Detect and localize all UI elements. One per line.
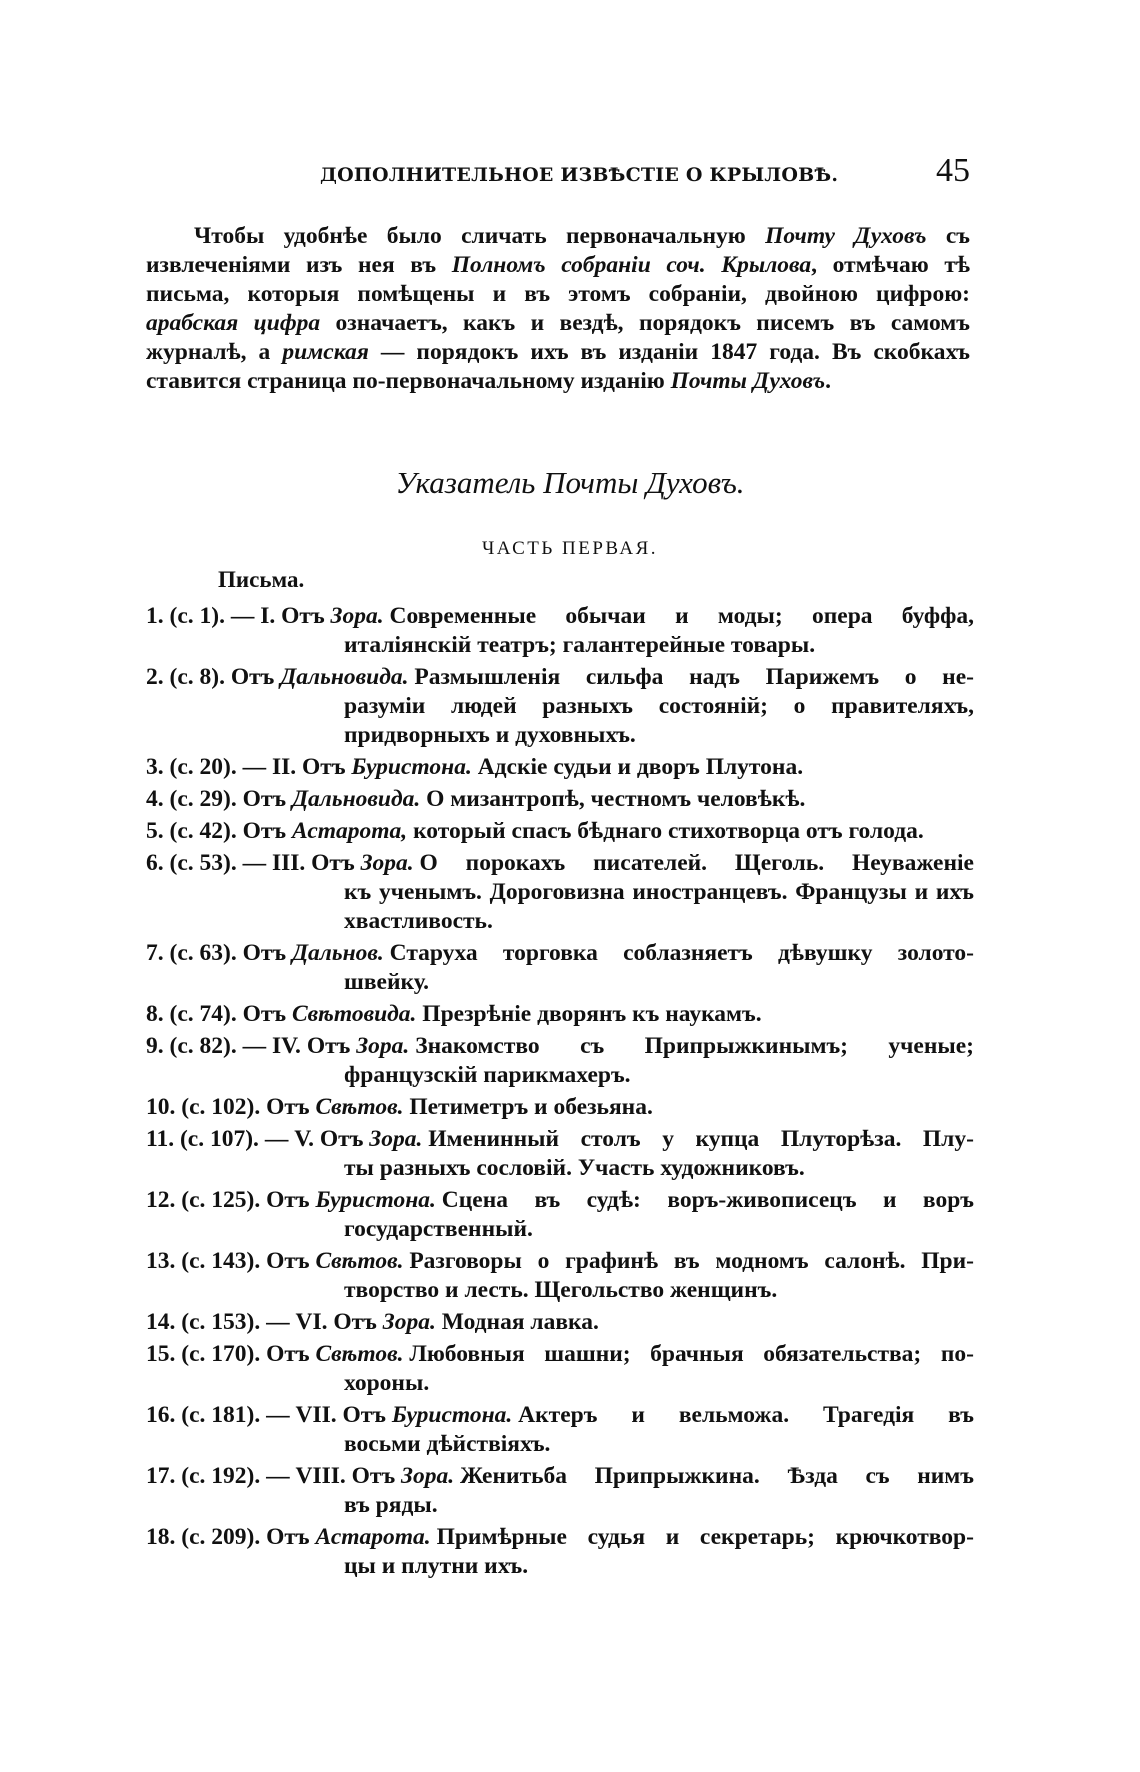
entry-description xyxy=(518,1401,974,1430)
entry-page-ref: (с. 209). xyxy=(181,1524,261,1550)
word: Разговоры xyxy=(409,1248,522,1274)
index-entry xyxy=(146,939,974,997)
entry-description xyxy=(390,939,974,968)
intro-paragraph xyxy=(146,222,970,396)
entry-page-ref: (с. 192). xyxy=(181,1463,261,1489)
entry-continuation: восьми дѣйствіяхъ. xyxy=(344,1431,551,1457)
word: судья xyxy=(587,1524,646,1550)
word: золото- xyxy=(897,940,974,966)
entry-roman-number: — IV. xyxy=(242,1033,301,1059)
entry-number: 2. xyxy=(146,664,164,690)
part-title: ЧАСТЬ ПЕРВАЯ. xyxy=(481,538,659,559)
word: Неуваженіе xyxy=(852,850,974,876)
entry-description xyxy=(442,1186,974,1215)
entry-page-ref: (с. 125). xyxy=(181,1187,261,1213)
word: Актеръ xyxy=(518,1402,598,1428)
entry-description xyxy=(414,663,974,692)
word: у xyxy=(662,1126,674,1152)
entry-first-line xyxy=(146,1308,974,1337)
entry-continuation: италіянскій театръ; галантерейные товары. xyxy=(344,632,816,658)
entry-number: 13. xyxy=(146,1248,176,1274)
entry-first-line xyxy=(146,602,974,631)
entry-prefix xyxy=(146,1401,518,1430)
entry-description: О мизантропѣ, честномъ человѣкѣ. xyxy=(426,786,806,812)
entry-first-line xyxy=(146,1125,974,1154)
intro-text: означаетъ, какъ и вездѣ, порядокъ писемъ въ самомъ журналѣ, а xyxy=(146,310,971,365)
entry-number: 8. xyxy=(146,1001,164,1027)
entry-from: Отъ xyxy=(306,1033,351,1059)
word: графинѣ xyxy=(565,1248,659,1274)
entry-first-line xyxy=(146,785,974,814)
entry-author: Зора. xyxy=(369,1126,423,1152)
entry-continuation: швейку. xyxy=(344,969,429,995)
word: по- xyxy=(940,1341,974,1367)
word: Трагедія xyxy=(823,1402,915,1428)
entry-prefix xyxy=(146,1462,460,1491)
entry-prefix xyxy=(146,602,390,631)
entry-first-line xyxy=(146,1093,974,1122)
word: въ xyxy=(534,1187,561,1213)
word: въ xyxy=(948,1402,974,1428)
entry-page-ref: (с. 82). xyxy=(169,1033,237,1059)
index-entry xyxy=(146,1125,974,1183)
entry-from: Отъ xyxy=(319,1126,364,1152)
entry-roman-number: — VIII. xyxy=(266,1463,346,1489)
word: сильфа xyxy=(585,664,664,690)
word: и xyxy=(631,1402,645,1428)
word: буффа, xyxy=(901,603,974,629)
entry-number: 1. xyxy=(146,603,164,629)
entry-prefix xyxy=(146,1523,437,1552)
entry-prefix xyxy=(146,753,478,782)
letters-index xyxy=(146,602,974,1584)
entry-continuation: творство и лесть. Щегольство женщинъ. xyxy=(344,1277,778,1303)
index-title: Указатель Почты Духовъ. xyxy=(395,465,745,500)
entry-author: Зора. xyxy=(360,850,414,876)
entry-author: Свѣтов. xyxy=(315,1094,404,1120)
entry-from: Отъ xyxy=(311,850,355,876)
entry-from: Отъ xyxy=(266,1187,310,1213)
word: Сцена xyxy=(441,1187,509,1213)
entry-prefix xyxy=(146,849,420,878)
entry-first-line xyxy=(146,1032,974,1061)
word: нимъ xyxy=(917,1463,974,1489)
index-entry xyxy=(146,1186,974,1244)
entry-first-line xyxy=(146,1523,974,1552)
entry-prefix xyxy=(146,1308,442,1337)
entry-from: Отъ xyxy=(230,664,275,690)
entry-first-line xyxy=(146,1000,974,1029)
entry-prefix xyxy=(146,663,414,692)
word: обычаи xyxy=(565,603,646,629)
word: въ xyxy=(673,1248,700,1274)
word: Размышленія xyxy=(414,664,561,690)
entry-author: Астарота. xyxy=(315,1524,431,1550)
entry-author: Свѣтов. xyxy=(315,1341,404,1367)
entry-first-line xyxy=(146,1462,974,1491)
entry-number: 3. xyxy=(146,754,164,780)
entry-author: Астарота, xyxy=(292,818,408,844)
entry-from: Отъ xyxy=(242,818,287,844)
entry-prefix xyxy=(146,1093,409,1122)
word: секретарь; xyxy=(699,1524,815,1550)
entry-description xyxy=(460,1462,974,1491)
entry-page-ref: (с. 8). xyxy=(169,664,225,690)
word: Любовныя xyxy=(409,1341,525,1367)
entry-page-ref: (с. 170). xyxy=(181,1341,261,1367)
entry-description: Петиметръ и обезьяна. xyxy=(409,1094,653,1120)
entry-continuation: къ ученымъ. Дороговизна иностранцевъ. Французы и ихъ хвастливость. xyxy=(344,879,974,934)
word: ученые; xyxy=(888,1033,974,1059)
word: Современные xyxy=(389,603,537,629)
entry-roman-number: — VI. xyxy=(266,1309,328,1335)
entry-first-line xyxy=(146,939,974,968)
index-entry xyxy=(146,1000,974,1029)
index-entry xyxy=(146,849,974,936)
entry-from: Отъ xyxy=(266,1341,310,1367)
entry-description xyxy=(390,602,975,631)
word: салонѣ. xyxy=(824,1248,906,1274)
word: и xyxy=(882,1187,897,1213)
word: Старуха xyxy=(389,940,478,966)
entry-page-ref: (с. 63). xyxy=(169,940,237,966)
entry-first-line xyxy=(146,663,974,692)
entry-author: Свѣтов. xyxy=(315,1248,404,1274)
entry-number: 16. xyxy=(146,1402,176,1428)
entry-description xyxy=(415,1032,974,1061)
index-entry xyxy=(146,602,974,660)
entry-author: Буристона. xyxy=(391,1402,513,1428)
index-entry xyxy=(146,663,974,750)
index-entry xyxy=(146,1462,974,1520)
entry-from: Отъ xyxy=(266,1524,310,1550)
intro-emphasis: Почты Духовъ xyxy=(670,368,826,394)
entry-prefix xyxy=(146,785,426,814)
entry-from: Отъ xyxy=(302,754,346,780)
entry-continuation: ты разныхъ сословій. Участь художниковъ. xyxy=(344,1155,805,1181)
entry-from: Отъ xyxy=(281,603,325,629)
running-head xyxy=(320,152,970,202)
entry-roman-number: — V. xyxy=(264,1126,315,1152)
entry-prefix xyxy=(146,1125,428,1154)
entry-number: 9. xyxy=(146,1033,164,1059)
entry-continuation: государственный. xyxy=(344,1216,533,1242)
entry-page-ref: (с. 53). xyxy=(169,850,237,876)
word: брачныя xyxy=(650,1341,744,1367)
entry-page-ref: (с. 29). xyxy=(169,786,237,812)
word: торговка xyxy=(502,940,598,966)
entry-from: Отъ xyxy=(342,1402,387,1428)
entry-description xyxy=(428,1125,974,1154)
entry-author: Дальновида. xyxy=(280,664,409,690)
entry-continuation: французскій парикмахеръ. xyxy=(344,1062,631,1088)
entry-first-line xyxy=(146,817,974,846)
word: Парижемъ xyxy=(765,664,880,690)
entry-from: Отъ xyxy=(242,786,287,812)
entry-number: 18. xyxy=(146,1524,176,1550)
intro-text: . xyxy=(825,368,831,394)
word: надъ xyxy=(689,664,740,690)
entry-number: 12. xyxy=(146,1187,176,1213)
word: крючкотвор- xyxy=(835,1524,974,1550)
intro-emphasis: римская xyxy=(282,339,369,365)
entry-roman-number: — VII. xyxy=(266,1402,337,1428)
intro-emphasis: Полномъ собраніи соч. Крылова xyxy=(451,252,812,278)
word: столъ xyxy=(580,1126,641,1152)
intro-emphasis: Почту Духовъ xyxy=(765,223,927,249)
letters-label: Письма. xyxy=(218,567,305,592)
entry-description xyxy=(437,1523,974,1552)
entry-continuation: въ ряды. xyxy=(344,1492,438,1518)
word: При- xyxy=(921,1248,974,1274)
index-entry xyxy=(146,785,974,814)
entry-description xyxy=(409,1340,974,1369)
entry-first-line xyxy=(146,1247,974,1276)
index-entry xyxy=(146,1523,974,1581)
entry-number: 6. xyxy=(146,850,164,876)
word: и xyxy=(675,603,689,629)
word: Ѣзда xyxy=(787,1463,838,1489)
word: соблазняетъ xyxy=(623,940,753,966)
word: и xyxy=(665,1524,680,1550)
word: моды; xyxy=(717,603,783,629)
entry-author: Свѣтовида. xyxy=(292,1001,417,1027)
entry-number: 10. xyxy=(146,1094,176,1120)
entry-prefix xyxy=(146,1247,409,1276)
entry-number: 7. xyxy=(146,940,164,966)
word: съ xyxy=(865,1463,890,1489)
index-entry xyxy=(146,1308,974,1337)
word: Женитьба xyxy=(460,1463,568,1489)
word: о xyxy=(904,664,917,690)
word: О xyxy=(419,850,438,876)
entry-continuation: цы и плутни ихъ. xyxy=(344,1553,529,1579)
index-entry xyxy=(146,1247,974,1305)
entry-prefix xyxy=(146,817,413,846)
entry-first-line xyxy=(146,1186,974,1215)
intro-text: — порядокъ ихъ въ изданіи 1847 года. Въ скобкахъ ставится страница по-первоначальному изданію xyxy=(146,339,971,394)
entry-first-line xyxy=(146,1340,974,1369)
index-entry xyxy=(146,817,974,846)
entry-from: Отъ xyxy=(242,940,287,966)
word: опера xyxy=(811,603,873,629)
entry-page-ref: (с. 42). xyxy=(169,818,237,844)
word: съ xyxy=(580,1033,605,1059)
index-entry xyxy=(146,1401,974,1459)
entry-roman-number: — I. xyxy=(230,603,276,629)
entry-page-ref: (с. 107). xyxy=(179,1126,259,1152)
entry-prefix xyxy=(146,1032,415,1061)
entry-from: Отъ xyxy=(242,1001,287,1027)
entry-description xyxy=(420,849,974,878)
entry-prefix xyxy=(146,1000,422,1029)
entry-continuation: хороны. xyxy=(344,1370,430,1396)
entry-description: Модная лавка. xyxy=(441,1309,599,1335)
entry-page-ref: (с. 74). xyxy=(169,1001,237,1027)
entry-author: Зора. xyxy=(401,1463,455,1489)
entry-from: Отъ xyxy=(266,1094,310,1120)
entry-author: Зора. xyxy=(330,603,384,629)
entry-first-line xyxy=(146,849,974,878)
entry-page-ref: (с. 20). xyxy=(169,754,237,780)
entry-first-line xyxy=(146,753,974,782)
index-entry xyxy=(146,1340,974,1398)
word: Щеголь. xyxy=(734,850,825,876)
entry-roman-number: — III. xyxy=(242,850,306,876)
running-title: ДОПОЛНИТЕЛЬНОЕ ИЗВѢСТІЕ О КРЫЛОВѢ. xyxy=(320,164,839,186)
entry-author: Зора. xyxy=(356,1033,410,1059)
entry-number: 5. xyxy=(146,818,164,844)
word: вельможа. xyxy=(678,1402,790,1428)
index-entry xyxy=(146,1093,974,1122)
entry-number: 15. xyxy=(146,1341,176,1367)
index-entry xyxy=(146,1032,974,1090)
page-number: 45 xyxy=(936,152,970,189)
word: о xyxy=(537,1248,550,1274)
index-entry xyxy=(146,753,974,782)
word: модномъ xyxy=(715,1248,809,1274)
word: Примѣрные xyxy=(436,1524,567,1550)
entry-number: 4. xyxy=(146,786,164,812)
entry-page-ref: (с. 181). xyxy=(181,1402,261,1428)
intro-emphasis: арабская цифра xyxy=(146,310,321,336)
word: Припрыжкина. xyxy=(594,1463,760,1489)
word: Знакомство xyxy=(415,1033,540,1059)
entry-author: Дальнов. xyxy=(292,940,384,966)
entry-prefix xyxy=(146,1186,442,1215)
entry-number: 17. xyxy=(146,1463,176,1489)
entry-author: Буристона. xyxy=(315,1187,436,1213)
word: писателей. xyxy=(593,850,708,876)
entry-page-ref: (с. 153). xyxy=(181,1309,261,1335)
intro-text: съ извлеченіями изъ нея въ xyxy=(146,223,971,278)
entry-from: Отъ xyxy=(266,1248,310,1274)
entry-description xyxy=(409,1247,974,1276)
entry-from: Отъ xyxy=(351,1463,396,1489)
entry-description: Презрѣніе дворянъ къ наукамъ. xyxy=(422,1001,762,1027)
entry-continuation: разуміи людей разныхъ состояній; о правителяхъ, придворныхъ и духовныхъ. xyxy=(344,693,974,748)
word: воръ xyxy=(922,1187,974,1213)
entry-description: Адскіе судьи и дворъ Плутона. xyxy=(477,754,804,780)
word: купца xyxy=(695,1126,760,1152)
entry-number: 14. xyxy=(146,1309,176,1335)
entry-description: который спасъ бѣднаго стихотворца отъ голода. xyxy=(413,818,924,844)
entry-author: Дальновида. xyxy=(292,786,421,812)
entry-author: Буристона. xyxy=(351,754,472,780)
entry-number: 11. xyxy=(146,1126,175,1152)
entry-page-ref: (с. 1). xyxy=(169,603,225,629)
word: обязательства; xyxy=(763,1341,922,1367)
intro-text: , отмѣчаю тѣ письма, которыя помѣщены и въ этомъ собраніи, двойною цифрою: xyxy=(146,252,971,307)
word: Плу- xyxy=(922,1126,974,1152)
word: Плуторѣза. xyxy=(780,1126,902,1152)
entry-prefix xyxy=(146,939,390,968)
word: дѣвушку xyxy=(778,940,873,966)
entry-page-ref: (с. 102). xyxy=(181,1094,261,1120)
word: не- xyxy=(942,664,974,690)
entry-roman-number: — II. xyxy=(242,754,297,780)
intro-text: Чтобы удобнѣе было сличать первоначальную xyxy=(194,223,746,249)
entry-first-line xyxy=(146,1401,974,1430)
entry-author: Зора. xyxy=(382,1309,436,1335)
word: воръ-живописецъ xyxy=(667,1187,857,1213)
entry-from: Отъ xyxy=(333,1309,377,1335)
word: Именинный xyxy=(428,1126,560,1152)
word: шашни; xyxy=(544,1341,631,1367)
entry-prefix xyxy=(146,1340,409,1369)
entry-page-ref: (с. 143). xyxy=(181,1248,261,1274)
word: Припрыжкинымъ; xyxy=(644,1033,848,1059)
word: порокахъ xyxy=(465,850,566,876)
word: судѣ: xyxy=(586,1187,641,1213)
